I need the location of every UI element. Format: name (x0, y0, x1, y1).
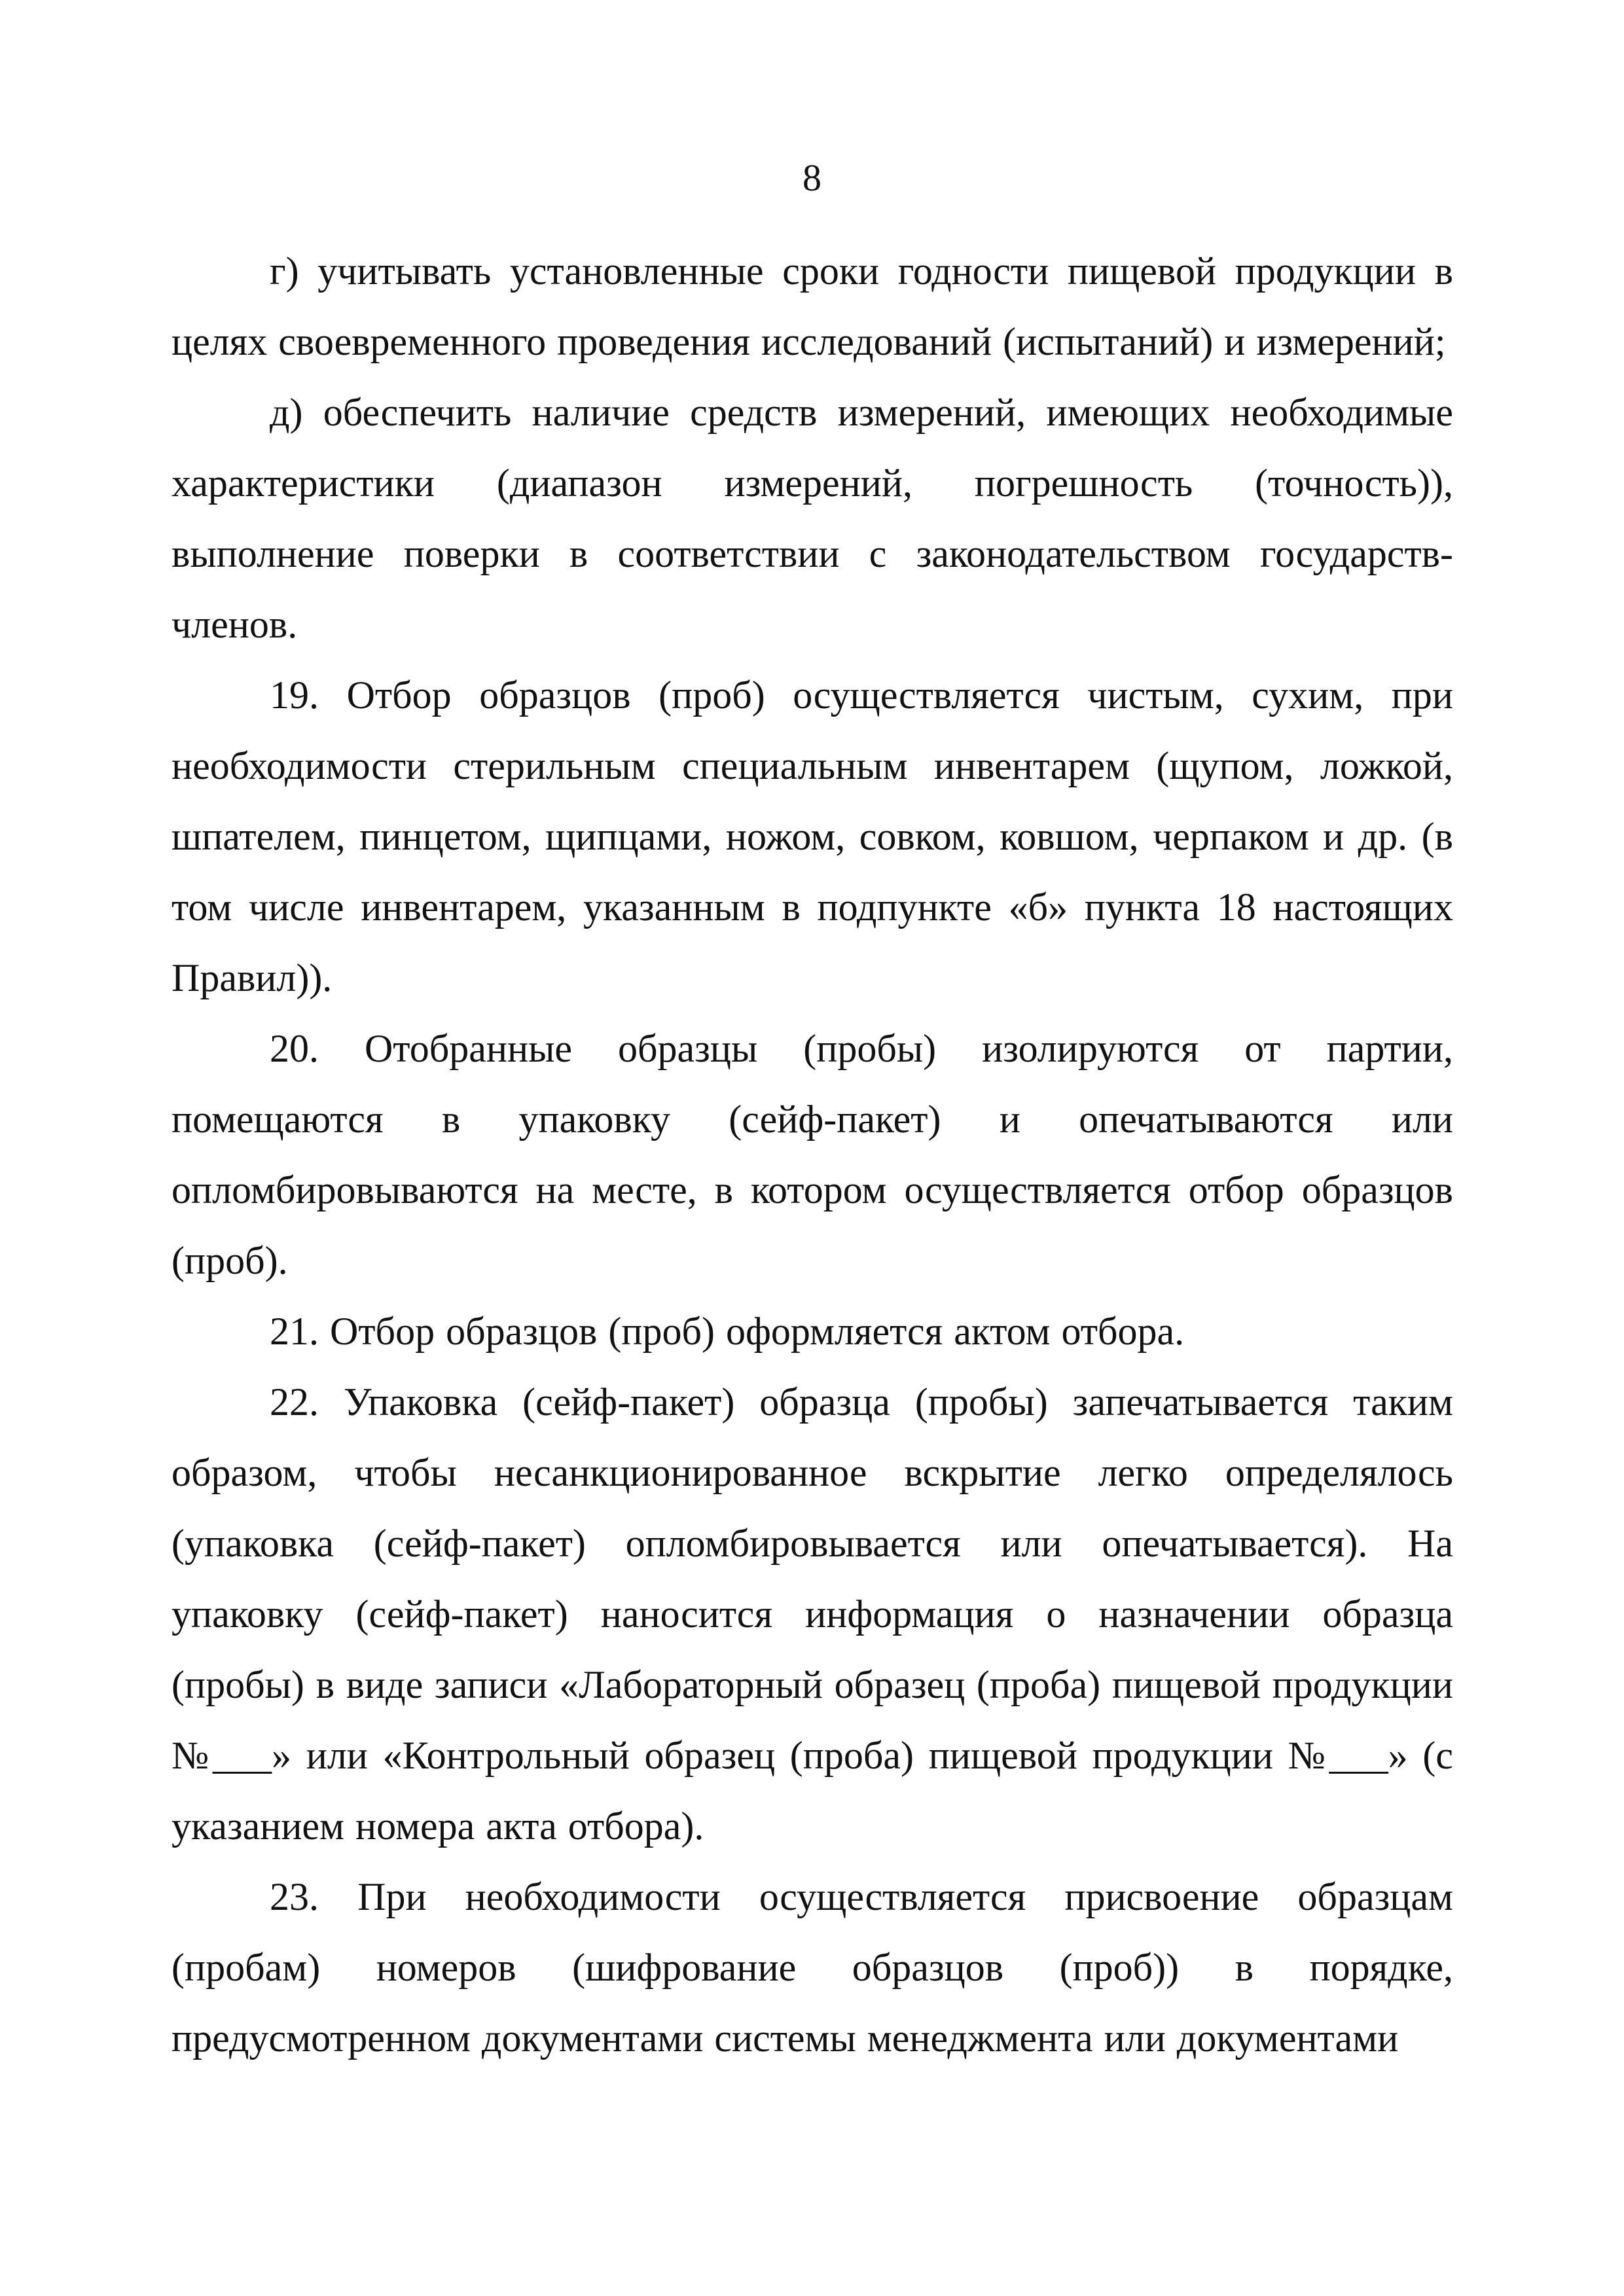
paragraph-clause-23: 23. При необходимости осуществляется присвоение образцам (пробам) номеров (шифрование образцов (проб)) в порядке, предусмотренном документами системы менеджмента или документами (171, 1875, 1453, 2060)
document-body (171, 236, 1453, 2073)
paragraph-item-g: г) учитывать установленные сроки годности пищевой продукции в целях своевременного проведения исследований (испытаний) и измерений; (171, 249, 1453, 363)
paragraph-clause-22: 22. Упаковка (сейф-пакет) образца (пробы) запечатывается таким образом, чтобы несанкционированное вскрытие легко определялось (упаковка (сейф-пакет) опломбировывается или опечатывается). На упаковку (сейф-пакет) наносится информация о назначении образца (пробы) в виде записи «Лабораторный образец (проба) пищевой продукции №___» или «Контрольный образец (проба) пищевой продукции №___» (с указанием номера акта отбора). (171, 1380, 1453, 1848)
paragraph-clause-19: 19. Отбор образцов (проб) осуществляется чистым, сухим, при необходимости стерильным специальным инвентарем (щупом, ложкой, шпателем, пинцетом, щипцами, ножом, совком, ковшом, черпаком и др. (в том числе инвентарем, указанным в подпункте «б» пункта 18 настоящих Правил)). (171, 673, 1453, 999)
paragraph-clause-20: 20. Отобранные образцы (пробы) изолируются от партии, помещаются в упаковку (сейф-пакет) и опечатываются или опломбировываются на месте, в котором осуществляется отбор образцов (проб). (171, 1027, 1453, 1282)
paragraph-item-d: д) обеспечить наличие средств измерений, имеющих необходимые характеристики (диапазон измерений, погрешность (точность)), выполнение поверки в соответствии с законодательством государств-членов. (171, 391, 1453, 646)
paragraph-clause-21: 21. Отбор образцов (проб) оформляется актом отбора. (270, 1310, 1185, 1353)
page-number: 8 (803, 156, 821, 199)
